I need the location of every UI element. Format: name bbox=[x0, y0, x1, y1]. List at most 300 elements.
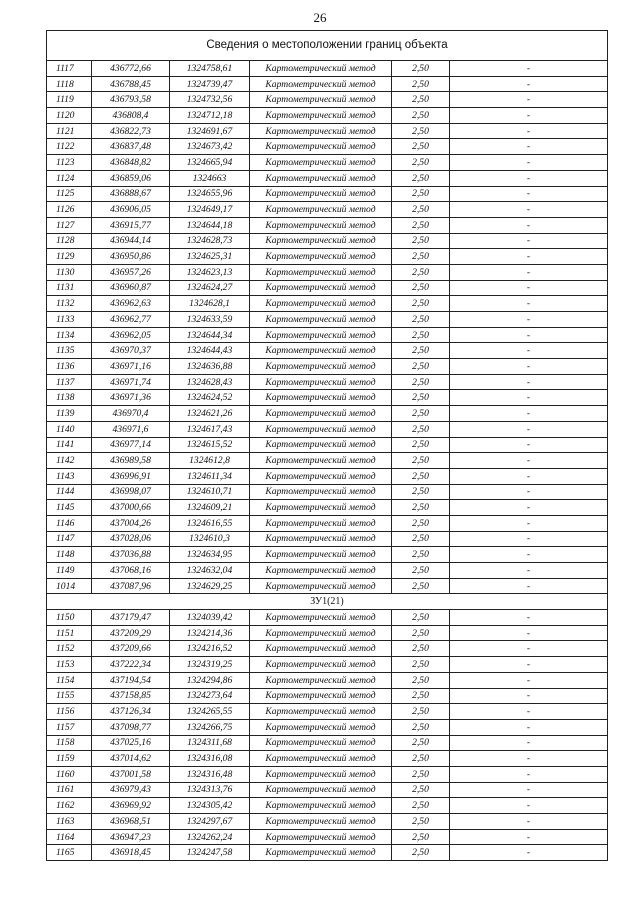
accuracy-cell: 2,50 bbox=[392, 139, 450, 155]
y-coordinate-cell: 1324617,43 bbox=[170, 421, 250, 437]
method-cell: Картометрический метод bbox=[250, 719, 392, 735]
accuracy-cell: 2,50 bbox=[392, 406, 450, 422]
method-cell: Картометрический метод bbox=[250, 657, 392, 673]
y-coordinate-cell: 1324655,96 bbox=[170, 186, 250, 202]
table-row bbox=[47, 123, 608, 139]
accuracy-cell: 2,50 bbox=[392, 108, 450, 124]
point-number-cell: 1145 bbox=[47, 500, 92, 516]
x-coordinate-cell: 436962,05 bbox=[92, 327, 170, 343]
y-coordinate-cell: 1324691,67 bbox=[170, 123, 250, 139]
accuracy-cell: 2,50 bbox=[392, 531, 450, 547]
y-coordinate-cell: 1324712,18 bbox=[170, 108, 250, 124]
accuracy-cell: 2,50 bbox=[392, 484, 450, 500]
point-number-cell: 1163 bbox=[47, 814, 92, 830]
x-coordinate-cell: 436968,51 bbox=[92, 814, 170, 830]
x-coordinate-cell: 436998,07 bbox=[92, 484, 170, 500]
x-coordinate-cell: 436970,37 bbox=[92, 343, 170, 359]
accuracy-cell: 2,50 bbox=[392, 249, 450, 265]
accuracy-cell: 2,50 bbox=[392, 829, 450, 845]
accuracy-cell: 2,50 bbox=[392, 515, 450, 531]
point-number-cell: 1129 bbox=[47, 249, 92, 265]
table-row bbox=[47, 719, 608, 735]
point-number-cell: 1014 bbox=[47, 578, 92, 594]
x-coordinate-cell: 437068,16 bbox=[92, 563, 170, 579]
method-cell: Картометрический метод bbox=[250, 845, 392, 861]
accuracy-cell: 2,50 bbox=[392, 312, 450, 328]
accuracy-cell: 2,50 bbox=[392, 421, 450, 437]
description-cell: - bbox=[450, 202, 608, 218]
table-row bbox=[47, 500, 608, 516]
accuracy-cell: 2,50 bbox=[392, 296, 450, 312]
point-number-cell: 1135 bbox=[47, 343, 92, 359]
method-cell: Картометрический метод bbox=[250, 563, 392, 579]
accuracy-cell: 2,50 bbox=[392, 563, 450, 579]
table-row bbox=[47, 76, 608, 92]
y-coordinate-cell: 1324615,52 bbox=[170, 437, 250, 453]
table-row bbox=[47, 829, 608, 845]
x-coordinate-cell: 437087,96 bbox=[92, 578, 170, 594]
method-cell: Картометрический метод bbox=[250, 343, 392, 359]
x-coordinate-cell: 437222,34 bbox=[92, 657, 170, 673]
point-number-cell: 1137 bbox=[47, 374, 92, 390]
table-row bbox=[47, 108, 608, 124]
point-number-cell: 1132 bbox=[47, 296, 92, 312]
method-cell: Картометрический метод bbox=[250, 735, 392, 751]
point-number-cell: 1165 bbox=[47, 845, 92, 861]
x-coordinate-cell: 436950,86 bbox=[92, 249, 170, 265]
y-coordinate-cell: 1324628,73 bbox=[170, 233, 250, 249]
table-row bbox=[47, 155, 608, 171]
table-row bbox=[47, 296, 608, 312]
description-cell: - bbox=[450, 406, 608, 422]
accuracy-cell: 2,50 bbox=[392, 751, 450, 767]
point-number-cell: 1118 bbox=[47, 76, 92, 92]
table-row bbox=[47, 186, 608, 202]
accuracy-cell: 2,50 bbox=[392, 688, 450, 704]
x-coordinate-cell: 436906,05 bbox=[92, 202, 170, 218]
table-row bbox=[47, 217, 608, 233]
y-coordinate-cell: 1324316,48 bbox=[170, 766, 250, 782]
table-row bbox=[47, 547, 608, 563]
x-coordinate-cell: 436962,63 bbox=[92, 296, 170, 312]
y-coordinate-cell: 1324644,43 bbox=[170, 343, 250, 359]
point-number-cell: 1119 bbox=[47, 92, 92, 108]
table-row bbox=[47, 531, 608, 547]
description-cell: - bbox=[450, 515, 608, 531]
description-cell: - bbox=[450, 374, 608, 390]
method-cell: Картометрический метод bbox=[250, 327, 392, 343]
description-cell: - bbox=[450, 829, 608, 845]
x-coordinate-cell: 437000,66 bbox=[92, 500, 170, 516]
accuracy-cell: 2,50 bbox=[392, 359, 450, 375]
point-number-cell: 1143 bbox=[47, 468, 92, 484]
method-cell: Картометрический метод bbox=[250, 500, 392, 516]
accuracy-cell: 2,50 bbox=[392, 657, 450, 673]
table-row bbox=[47, 641, 608, 657]
point-number-cell: 1131 bbox=[47, 280, 92, 296]
y-coordinate-cell: 1324610,71 bbox=[170, 484, 250, 500]
accuracy-cell: 2,50 bbox=[392, 766, 450, 782]
point-number-cell: 1147 bbox=[47, 531, 92, 547]
point-number-cell: 1121 bbox=[47, 123, 92, 139]
y-coordinate-cell: 1324273,64 bbox=[170, 688, 250, 704]
x-coordinate-cell: 437014,62 bbox=[92, 751, 170, 767]
method-cell: Картометрический метод bbox=[250, 468, 392, 484]
method-cell: Картометрический метод bbox=[250, 264, 392, 280]
x-coordinate-cell: 436947,23 bbox=[92, 829, 170, 845]
accuracy-cell: 2,50 bbox=[392, 76, 450, 92]
y-coordinate-cell: 1324624,27 bbox=[170, 280, 250, 296]
table-row bbox=[47, 233, 608, 249]
x-coordinate-cell: 436772,66 bbox=[92, 61, 170, 77]
y-coordinate-cell: 1324294,86 bbox=[170, 672, 250, 688]
method-cell: Картометрический метод bbox=[250, 798, 392, 814]
y-coordinate-cell: 1324265,55 bbox=[170, 704, 250, 720]
description-cell: - bbox=[450, 484, 608, 500]
x-coordinate-cell: 436996,91 bbox=[92, 468, 170, 484]
boundary-table-container bbox=[46, 30, 607, 861]
accuracy-cell: 2,50 bbox=[392, 814, 450, 830]
x-coordinate-cell: 437194,54 bbox=[92, 672, 170, 688]
y-coordinate-cell: 1324319,25 bbox=[170, 657, 250, 673]
method-cell: Картометрический метод bbox=[250, 186, 392, 202]
table-row bbox=[47, 374, 608, 390]
method-cell: Картометрический метод bbox=[250, 704, 392, 720]
description-cell: - bbox=[450, 625, 608, 641]
y-coordinate-cell: 1324758,61 bbox=[170, 61, 250, 77]
point-number-cell: 1138 bbox=[47, 390, 92, 406]
table-row bbox=[47, 453, 608, 469]
description-cell: - bbox=[450, 719, 608, 735]
point-number-cell: 1125 bbox=[47, 186, 92, 202]
method-cell: Картометрический метод bbox=[250, 515, 392, 531]
description-cell: - bbox=[450, 437, 608, 453]
table-row bbox=[47, 170, 608, 186]
point-number-cell: 1159 bbox=[47, 751, 92, 767]
method-cell: Картометрический метод bbox=[250, 578, 392, 594]
y-coordinate-cell: 1324628,43 bbox=[170, 374, 250, 390]
method-cell: Картометрический метод bbox=[250, 170, 392, 186]
method-cell: Картометрический метод bbox=[250, 453, 392, 469]
y-coordinate-cell: 1324634,95 bbox=[170, 547, 250, 563]
method-cell: Картометрический метод bbox=[250, 61, 392, 77]
accuracy-cell: 2,50 bbox=[392, 672, 450, 688]
x-coordinate-cell: 436788,45 bbox=[92, 76, 170, 92]
point-number-cell: 1136 bbox=[47, 359, 92, 375]
point-number-cell: 1162 bbox=[47, 798, 92, 814]
method-cell: Картометрический метод bbox=[250, 296, 392, 312]
table-row bbox=[47, 249, 608, 265]
x-coordinate-cell: 436888,67 bbox=[92, 186, 170, 202]
method-cell: Картометрический метод bbox=[250, 76, 392, 92]
x-coordinate-cell: 436944,14 bbox=[92, 233, 170, 249]
point-number-cell: 1134 bbox=[47, 327, 92, 343]
point-number-cell: 1141 bbox=[47, 437, 92, 453]
method-cell: Картометрический метод bbox=[250, 217, 392, 233]
x-coordinate-cell: 436989,58 bbox=[92, 453, 170, 469]
point-number-cell: 1156 bbox=[47, 704, 92, 720]
method-cell: Картометрический метод bbox=[250, 610, 392, 626]
accuracy-cell: 2,50 bbox=[392, 61, 450, 77]
y-coordinate-cell: 1324039,42 bbox=[170, 610, 250, 626]
x-coordinate-cell: 437098,77 bbox=[92, 719, 170, 735]
method-cell: Картометрический метод bbox=[250, 437, 392, 453]
table-row bbox=[47, 798, 608, 814]
accuracy-cell: 2,50 bbox=[392, 500, 450, 516]
y-coordinate-cell: 1324216,52 bbox=[170, 641, 250, 657]
description-cell: - bbox=[450, 139, 608, 155]
method-cell: Картометрический метод bbox=[250, 782, 392, 798]
description-cell: - bbox=[450, 547, 608, 563]
accuracy-cell: 2,50 bbox=[392, 704, 450, 720]
table-row bbox=[47, 735, 608, 751]
table-row bbox=[47, 845, 608, 861]
y-coordinate-cell: 1324621,26 bbox=[170, 406, 250, 422]
title-row bbox=[47, 31, 608, 61]
point-number-cell: 1117 bbox=[47, 61, 92, 77]
y-coordinate-cell: 1324632,04 bbox=[170, 563, 250, 579]
y-coordinate-cell: 1324673,42 bbox=[170, 139, 250, 155]
description-cell: - bbox=[450, 500, 608, 516]
description-cell: - bbox=[450, 688, 608, 704]
description-cell: - bbox=[450, 390, 608, 406]
y-coordinate-cell: 1324628,1 bbox=[170, 296, 250, 312]
accuracy-cell: 2,50 bbox=[392, 798, 450, 814]
method-cell: Картометрический метод bbox=[250, 108, 392, 124]
point-number-cell: 1157 bbox=[47, 719, 92, 735]
description-cell: - bbox=[450, 359, 608, 375]
description-cell: - bbox=[450, 312, 608, 328]
x-coordinate-cell: 437028,06 bbox=[92, 531, 170, 547]
point-number-cell: 1123 bbox=[47, 155, 92, 171]
x-coordinate-cell: 436793,58 bbox=[92, 92, 170, 108]
description-cell: - bbox=[450, 610, 608, 626]
method-cell: Картометрический метод bbox=[250, 484, 392, 500]
y-coordinate-cell: 1324611,34 bbox=[170, 468, 250, 484]
y-coordinate-cell: 1324633,59 bbox=[170, 312, 250, 328]
method-cell: Картометрический метод bbox=[250, 312, 392, 328]
accuracy-cell: 2,50 bbox=[392, 453, 450, 469]
table-row bbox=[47, 312, 608, 328]
accuracy-cell: 2,50 bbox=[392, 437, 450, 453]
y-coordinate-cell: 1324609,21 bbox=[170, 500, 250, 516]
y-coordinate-cell: 1324305,42 bbox=[170, 798, 250, 814]
x-coordinate-cell: 436971,6 bbox=[92, 421, 170, 437]
description-cell: - bbox=[450, 657, 608, 673]
point-number-cell: 1148 bbox=[47, 547, 92, 563]
description-cell: - bbox=[450, 155, 608, 171]
method-cell: Картометрический метод bbox=[250, 280, 392, 296]
accuracy-cell: 2,50 bbox=[392, 625, 450, 641]
accuracy-cell: 2,50 bbox=[392, 280, 450, 296]
section-label: ЗУ1(21) bbox=[47, 594, 608, 610]
method-cell: Картометрический метод bbox=[250, 233, 392, 249]
point-number-cell: 1151 bbox=[47, 625, 92, 641]
table-row bbox=[47, 751, 608, 767]
x-coordinate-cell: 436971,36 bbox=[92, 390, 170, 406]
y-coordinate-cell: 1324311,68 bbox=[170, 735, 250, 751]
accuracy-cell: 2,50 bbox=[392, 374, 450, 390]
description-cell: - bbox=[450, 76, 608, 92]
accuracy-cell: 2,50 bbox=[392, 327, 450, 343]
table-row bbox=[47, 61, 608, 77]
point-number-cell: 1153 bbox=[47, 657, 92, 673]
x-coordinate-cell: 436971,74 bbox=[92, 374, 170, 390]
x-coordinate-cell: 436960,87 bbox=[92, 280, 170, 296]
y-coordinate-cell: 1324612,8 bbox=[170, 453, 250, 469]
description-cell: - bbox=[450, 280, 608, 296]
point-number-cell: 1133 bbox=[47, 312, 92, 328]
x-coordinate-cell: 436837,48 bbox=[92, 139, 170, 155]
table-row bbox=[47, 359, 608, 375]
description-cell: - bbox=[450, 327, 608, 343]
table-row bbox=[47, 563, 608, 579]
point-number-cell: 1154 bbox=[47, 672, 92, 688]
point-number-cell: 1142 bbox=[47, 453, 92, 469]
table-row bbox=[47, 515, 608, 531]
accuracy-cell: 2,50 bbox=[392, 343, 450, 359]
accuracy-cell: 2,50 bbox=[392, 735, 450, 751]
description-cell: - bbox=[450, 531, 608, 547]
x-coordinate-cell: 437126,34 bbox=[92, 704, 170, 720]
y-coordinate-cell: 1324644,18 bbox=[170, 217, 250, 233]
description-cell: - bbox=[450, 123, 608, 139]
table-row bbox=[47, 264, 608, 280]
x-coordinate-cell: 437025,16 bbox=[92, 735, 170, 751]
accuracy-cell: 2,50 bbox=[392, 92, 450, 108]
point-number-cell: 1127 bbox=[47, 217, 92, 233]
y-coordinate-cell: 1324316,08 bbox=[170, 751, 250, 767]
y-coordinate-cell: 1324214,36 bbox=[170, 625, 250, 641]
accuracy-cell: 2,50 bbox=[392, 155, 450, 171]
point-number-cell: 1126 bbox=[47, 202, 92, 218]
method-cell: Картометрический метод bbox=[250, 751, 392, 767]
point-number-cell: 1155 bbox=[47, 688, 92, 704]
point-number-cell: 1158 bbox=[47, 735, 92, 751]
accuracy-cell: 2,50 bbox=[392, 641, 450, 657]
table-row bbox=[47, 814, 608, 830]
point-number-cell: 1124 bbox=[47, 170, 92, 186]
accuracy-cell: 2,50 bbox=[392, 468, 450, 484]
x-coordinate-cell: 437209,29 bbox=[92, 625, 170, 641]
table-row bbox=[47, 657, 608, 673]
table-row bbox=[47, 610, 608, 626]
method-cell: Картометрический метод bbox=[250, 92, 392, 108]
accuracy-cell: 2,50 bbox=[392, 719, 450, 735]
description-cell: - bbox=[450, 751, 608, 767]
table-row bbox=[47, 468, 608, 484]
y-coordinate-cell: 1324665,94 bbox=[170, 155, 250, 171]
description-cell: - bbox=[450, 578, 608, 594]
description-cell: - bbox=[450, 61, 608, 77]
accuracy-cell: 2,50 bbox=[392, 233, 450, 249]
point-number-cell: 1140 bbox=[47, 421, 92, 437]
point-number-cell: 1150 bbox=[47, 610, 92, 626]
method-cell: Картометрический метод bbox=[250, 139, 392, 155]
x-coordinate-cell: 436962,77 bbox=[92, 312, 170, 328]
point-number-cell: 1130 bbox=[47, 264, 92, 280]
y-coordinate-cell: 1324610,3 bbox=[170, 531, 250, 547]
description-cell: - bbox=[450, 672, 608, 688]
method-cell: Картометрический метод bbox=[250, 202, 392, 218]
method-cell: Картометрический метод bbox=[250, 547, 392, 563]
x-coordinate-cell: 436969,92 bbox=[92, 798, 170, 814]
accuracy-cell: 2,50 bbox=[392, 123, 450, 139]
description-cell: - bbox=[450, 249, 608, 265]
table-body bbox=[47, 31, 608, 861]
x-coordinate-cell: 437036,88 bbox=[92, 547, 170, 563]
table-row bbox=[47, 704, 608, 720]
description-cell: - bbox=[450, 782, 608, 798]
y-coordinate-cell: 1324623,13 bbox=[170, 264, 250, 280]
accuracy-cell: 2,50 bbox=[392, 845, 450, 861]
description-cell: - bbox=[450, 170, 608, 186]
point-number-cell: 1122 bbox=[47, 139, 92, 155]
y-coordinate-cell: 1324663 bbox=[170, 170, 250, 186]
table-row bbox=[47, 390, 608, 406]
accuracy-cell: 2,50 bbox=[392, 217, 450, 233]
y-coordinate-cell: 1324616,55 bbox=[170, 515, 250, 531]
method-cell: Картометрический метод bbox=[250, 688, 392, 704]
description-cell: - bbox=[450, 641, 608, 657]
description-cell: - bbox=[450, 814, 608, 830]
method-cell: Картометрический метод bbox=[250, 249, 392, 265]
description-cell: - bbox=[450, 296, 608, 312]
description-cell: - bbox=[450, 343, 608, 359]
table-row bbox=[47, 421, 608, 437]
x-coordinate-cell: 437209,66 bbox=[92, 641, 170, 657]
point-number-cell: 1144 bbox=[47, 484, 92, 500]
x-coordinate-cell: 436915,77 bbox=[92, 217, 170, 233]
method-cell: Картометрический метод bbox=[250, 641, 392, 657]
description-cell: - bbox=[450, 766, 608, 782]
accuracy-cell: 2,50 bbox=[392, 782, 450, 798]
method-cell: Картометрический метод bbox=[250, 359, 392, 375]
table-row bbox=[47, 202, 608, 218]
description-cell: - bbox=[450, 108, 608, 124]
point-number-cell: 1139 bbox=[47, 406, 92, 422]
description-cell: - bbox=[450, 233, 608, 249]
y-coordinate-cell: 1324739,47 bbox=[170, 76, 250, 92]
x-coordinate-cell: 437179,47 bbox=[92, 610, 170, 626]
description-cell: - bbox=[450, 735, 608, 751]
point-number-cell: 1120 bbox=[47, 108, 92, 124]
table-title: Сведения о местоположении границ объекта bbox=[47, 31, 608, 61]
x-coordinate-cell: 436918,45 bbox=[92, 845, 170, 861]
x-coordinate-cell: 437004,26 bbox=[92, 515, 170, 531]
description-cell: - bbox=[450, 421, 608, 437]
point-number-cell: 1146 bbox=[47, 515, 92, 531]
table-row bbox=[47, 327, 608, 343]
method-cell: Картометрический метод bbox=[250, 766, 392, 782]
description-cell: - bbox=[450, 453, 608, 469]
boundary-coordinates-table bbox=[46, 30, 608, 861]
table-row bbox=[47, 766, 608, 782]
description-cell: - bbox=[450, 217, 608, 233]
accuracy-cell: 2,50 bbox=[392, 264, 450, 280]
description-cell: - bbox=[450, 92, 608, 108]
description-cell: - bbox=[450, 704, 608, 720]
table-row bbox=[47, 343, 608, 359]
table-row bbox=[47, 688, 608, 704]
y-coordinate-cell: 1324247,58 bbox=[170, 845, 250, 861]
accuracy-cell: 2,50 bbox=[392, 186, 450, 202]
x-coordinate-cell: 436957,26 bbox=[92, 264, 170, 280]
method-cell: Картометрический метод bbox=[250, 814, 392, 830]
y-coordinate-cell: 1324644,34 bbox=[170, 327, 250, 343]
table-row bbox=[47, 578, 608, 594]
y-coordinate-cell: 1324625,31 bbox=[170, 249, 250, 265]
